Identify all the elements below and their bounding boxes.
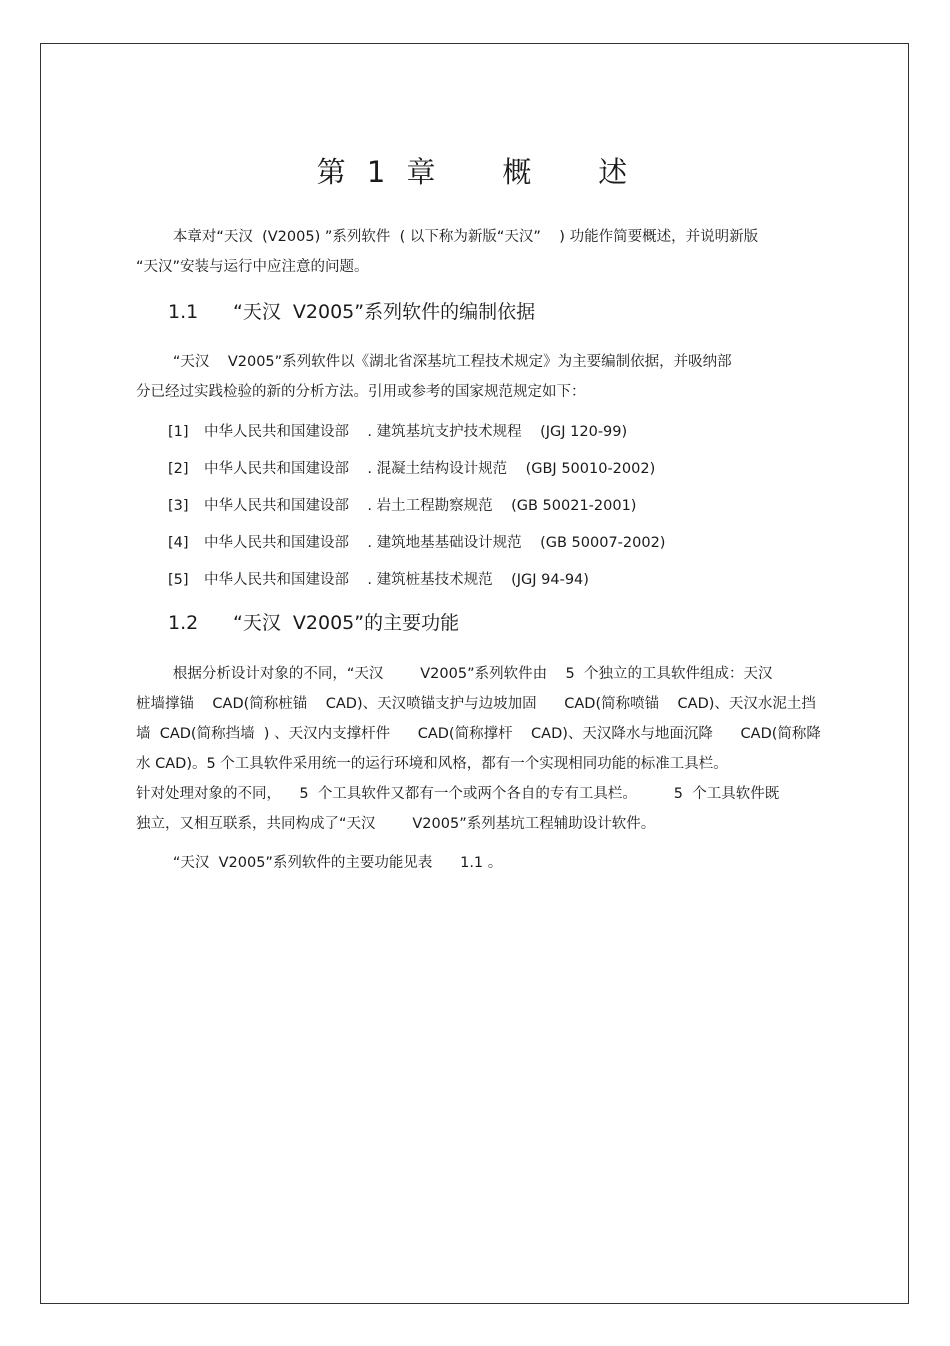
intro-line-1: 本章对“天汉 (V2005) ”系列软件 ( 以下称为新版“天汉” ) 功能作简要概述，并说明新版 (136, 229, 759, 245)
reference-number: [1] (168, 424, 189, 440)
basis-line-1: “天汉 V2005”系列软件以《湖北省深基坑工程技术规定》为主要编制依据，并吸纳部 (136, 354, 732, 370)
section-number: 1.1 (168, 301, 199, 323)
basis-line-2: 分已经过实践检验的新的分析方法。引用或参考的国家规范规定如下： (136, 384, 586, 400)
reference-item (168, 418, 665, 455)
reference-item (168, 455, 665, 492)
functions-line-5: 针对处理对象的不同， 5 个工具软件又都有一个或两个各自的专有工具栏。 5 个工具软件既 (136, 786, 780, 802)
reference-text: 中华人民共和国建设部 . 混凝土结构设计规范 (GBJ 50010-2002) (204, 461, 656, 477)
section-heading-1-1 (168, 297, 535, 324)
reference-item (168, 566, 665, 603)
reference-item (168, 529, 665, 566)
reference-number: [2] (168, 461, 189, 477)
functions-line-3: 墙 CAD(简称挡墙 ) 、天汉内支撑杆件 CAD(简称撑杆 CAD)、天汉降水与地面沉降 CAD(简称降 (136, 726, 821, 742)
reference-text: 中华人民共和国建设部 . 岩土工程勘察规范 (GB 50021-2001) (204, 498, 637, 514)
reference-text: 中华人民共和国建设部 . 建筑地基基础设计规范 (GB 50007-2002) (204, 535, 666, 551)
section-title: “天汉 V2005”的主要功能 (233, 612, 460, 634)
reference-number: [5] (168, 572, 189, 588)
reference-text: 中华人民共和国建设部 . 建筑基坑支护技术规程 (JGJ 120-99) (204, 424, 628, 440)
functions-line-1: 根据分析设计对象的不同，“天汉 V2005”系列软件由 5 个独立的工具软件组成：天汉 (136, 666, 773, 682)
reference-list (168, 418, 665, 603)
reference-item (168, 492, 665, 529)
intro-line-2: “天汉”安装与运行中应注意的问题。 (136, 259, 369, 275)
functions-paragraph (136, 659, 836, 839)
chapter-title: 第 1 章 概 述 (316, 155, 634, 189)
section-title: “天汉 V2005”系列软件的编制依据 (233, 301, 536, 323)
table-reference-line: “天汉 V2005”系列软件的主要功能见表 1.1 。 (136, 855, 503, 871)
table-reference-paragraph (136, 848, 836, 878)
reference-number: [3] (168, 498, 189, 514)
functions-line-4: 水 CAD)。5 个工具软件采用统一的运行环境和风格，都有一个实现相同功能的标准工具栏。 (136, 756, 728, 772)
reference-number: [4] (168, 535, 189, 551)
functions-line-6: 独立，又相互联系，共同构成了“天汉 V2005”系列基坑工程辅助设计软件。 (136, 816, 656, 832)
section-number: 1.2 (168, 612, 199, 634)
functions-line-2: 桩墙撑锚 CAD(简称桩锚 CAD)、天汉喷锚支护与边坡加固 CAD(简称喷锚 CAD)、天汉水泥土挡 (136, 696, 816, 712)
reference-text: 中华人民共和国建设部 . 建筑桩基技术规范 (JGJ 94-94) (204, 572, 589, 588)
basis-paragraph (136, 347, 836, 407)
intro-paragraph (136, 222, 836, 282)
section-heading-1-2 (168, 608, 459, 635)
